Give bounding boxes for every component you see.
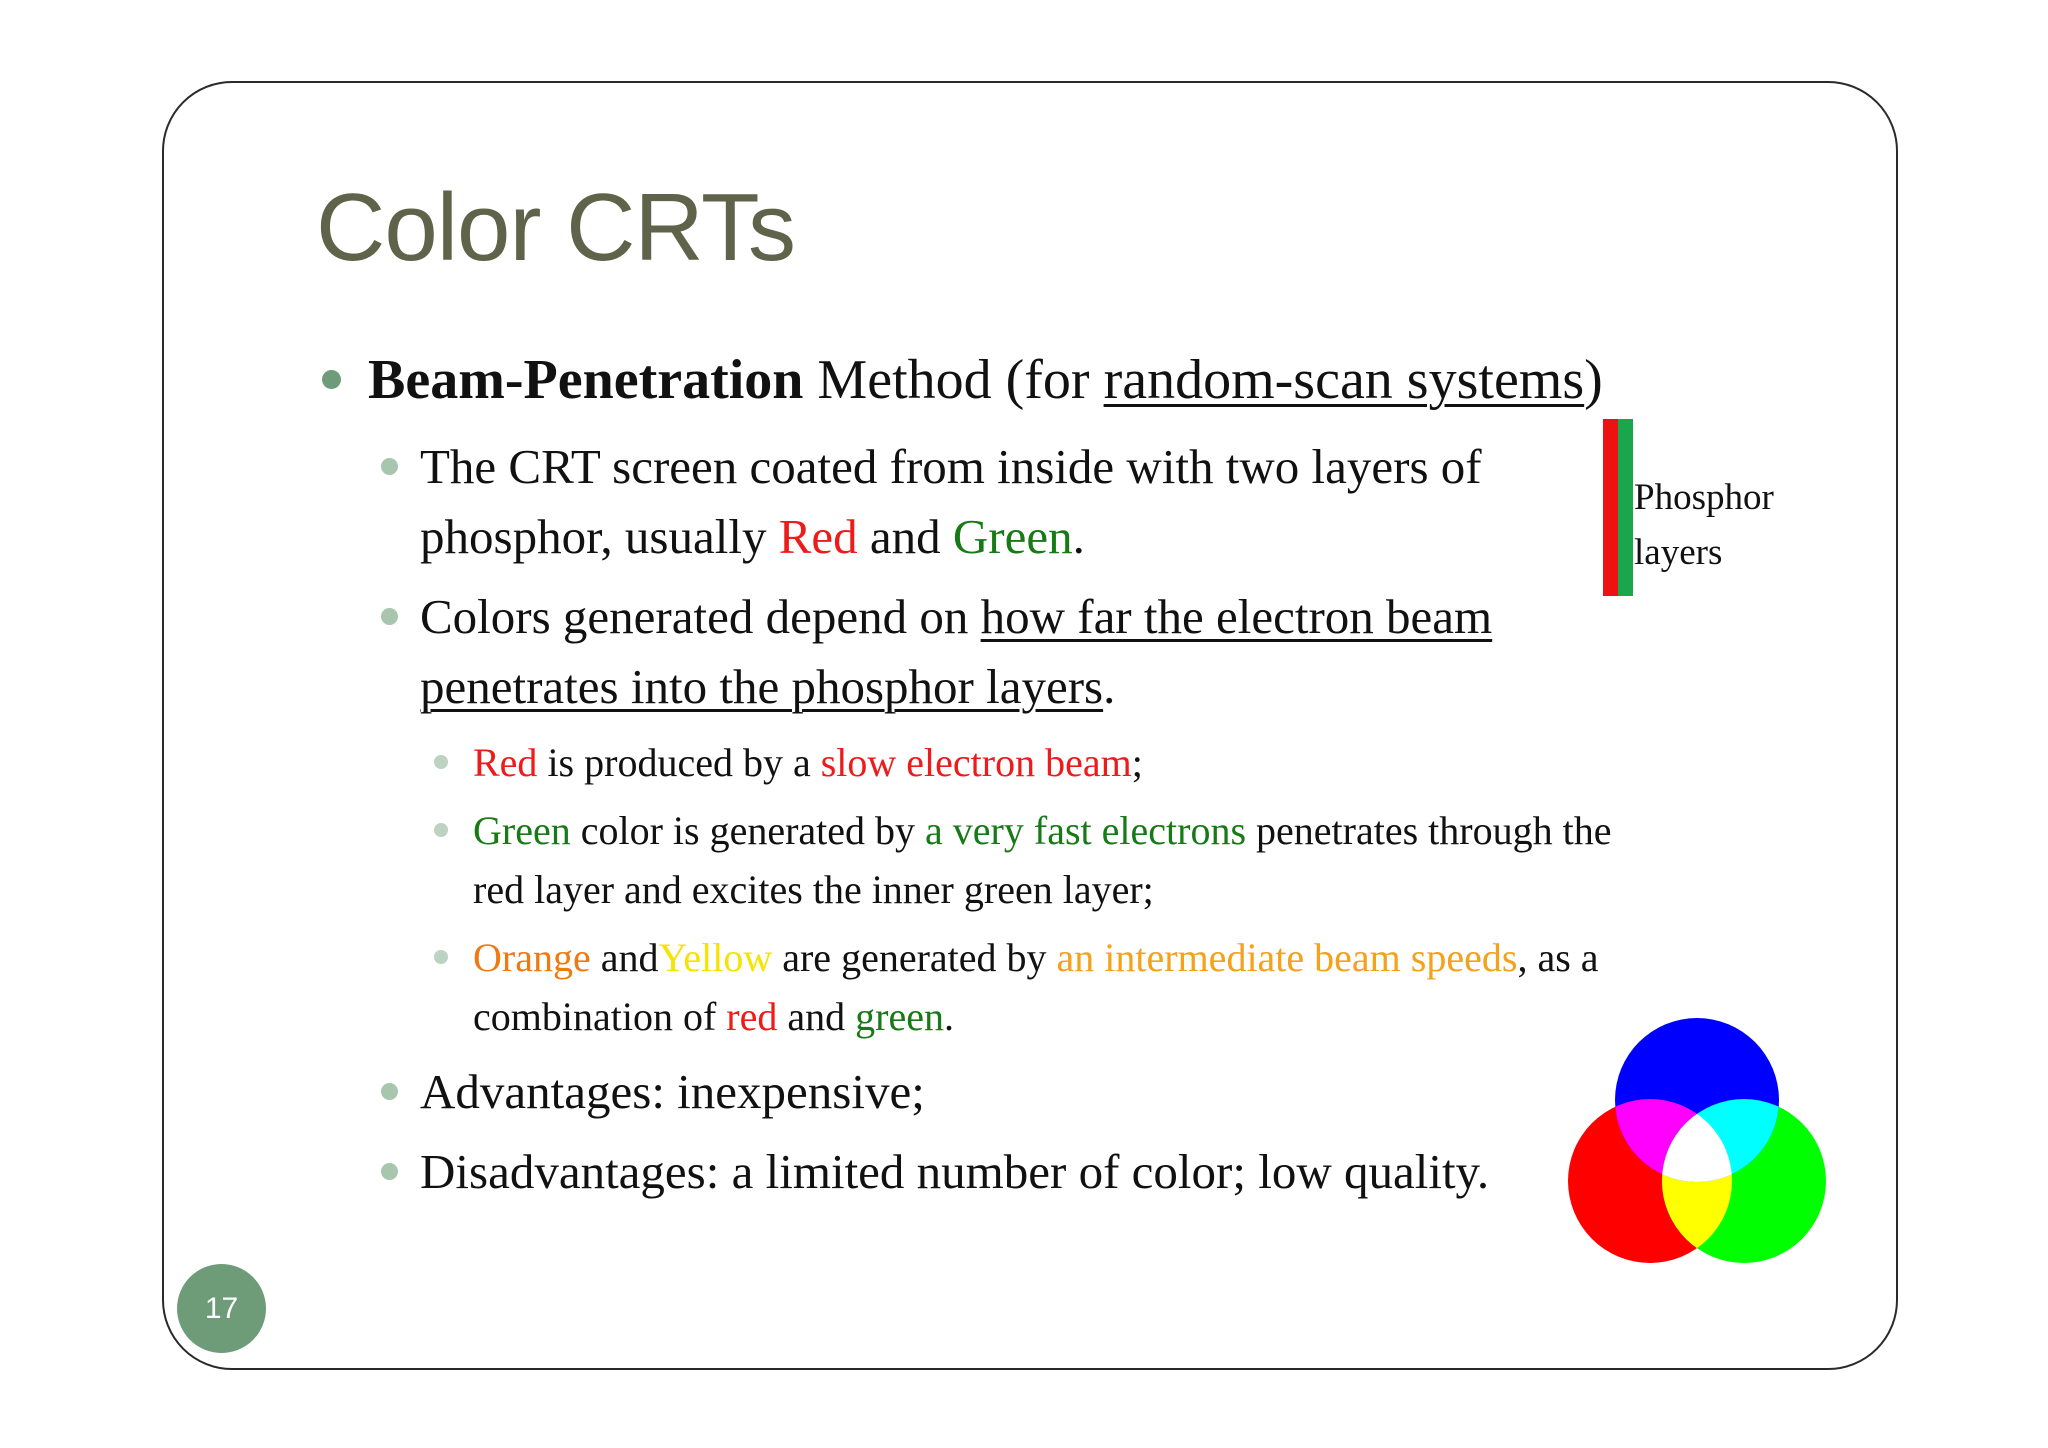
green-phosphor-layer xyxy=(1618,419,1633,596)
phosphor-label-line-2: layers xyxy=(1634,532,1723,573)
fast-electrons-phrase: a very fast electrons xyxy=(925,808,1247,853)
phosphor-layers-label xyxy=(1634,470,1774,580)
coating-line-2-text: phosphor, usually xyxy=(420,509,779,564)
underlined-phrase-2: penetrates into the phosphor layers xyxy=(420,659,1104,714)
method-close-paren: ) xyxy=(1584,349,1603,411)
green-mid-text: color is generated by xyxy=(570,808,926,853)
intermediate-speed-phrase: an intermediate beam speeds xyxy=(1056,935,1518,980)
orange-yellow-end-text: , as a xyxy=(1517,935,1599,980)
slow-beam-phrase: slow electron beam xyxy=(820,740,1132,785)
method-heading xyxy=(368,349,1603,411)
period: . xyxy=(1072,509,1085,564)
red-word: Red xyxy=(473,740,538,785)
bullet-dot xyxy=(434,950,448,964)
red-word: Red xyxy=(778,509,858,564)
semicolon: ; xyxy=(1131,740,1143,785)
red-word: red xyxy=(726,994,778,1039)
disadvantages-line: Disadvantages: a limited number of color; low quality. xyxy=(420,1144,1490,1199)
and-word: and xyxy=(857,509,953,564)
coating-line-1: The CRT screen coated from inside with two layers of xyxy=(420,439,1482,494)
red-mid-text: is produced by a xyxy=(537,740,821,785)
orange-yellow-mid-text: are generated by xyxy=(772,935,1057,980)
green-word: green xyxy=(855,994,944,1039)
bullet-dot xyxy=(434,755,448,769)
coating-line-2 xyxy=(420,502,1085,572)
period: . xyxy=(943,994,954,1039)
colors-depend-prefix: Colors generated depend on xyxy=(420,589,981,644)
red-phosphor-layer xyxy=(1603,419,1618,596)
and-word: and xyxy=(590,935,659,980)
period: . xyxy=(1103,659,1116,714)
bullet-dot xyxy=(381,608,398,625)
red-production-line xyxy=(473,733,1143,793)
green-word: Green xyxy=(473,808,571,853)
advantages-line: Advantages: inexpensive; xyxy=(420,1064,925,1119)
and-word: and xyxy=(777,994,856,1039)
slide-title: Color CRTs xyxy=(316,174,795,281)
phosphor-label-line-1: Phosphor xyxy=(1634,477,1774,518)
green-generation-line-2: red layer and excites the inner green layer; xyxy=(473,867,1154,912)
green-word: Green xyxy=(952,509,1073,564)
method-name: Beam-Penetration xyxy=(368,349,804,411)
orange-yellow-line-2 xyxy=(473,987,954,1047)
colors-depend-line-1 xyxy=(420,582,1492,652)
random-scan-link-text: random-scan systems xyxy=(1103,349,1585,411)
bullet-dot xyxy=(322,370,341,389)
bullet-dot xyxy=(381,1163,398,1180)
orange-word: Orange xyxy=(473,935,591,980)
page-number-badge: 17 xyxy=(177,1264,266,1353)
bullet-dot xyxy=(434,823,448,837)
green-generation-line-1 xyxy=(473,801,1611,861)
rgb-venn-diagram xyxy=(1568,1018,1826,1276)
colors-depend-line-2 xyxy=(420,652,1115,722)
combination-text: combination of xyxy=(473,994,727,1039)
method-rest: Method (for xyxy=(803,349,1104,411)
underlined-phrase-1: how far the electron beam xyxy=(980,589,1493,644)
yellow-word: Yellow xyxy=(658,935,773,980)
orange-yellow-line-1 xyxy=(473,928,1599,988)
green-end-text: penetrates through the xyxy=(1246,808,1612,853)
bullet-dot xyxy=(381,458,398,475)
bullet-dot xyxy=(381,1083,398,1100)
